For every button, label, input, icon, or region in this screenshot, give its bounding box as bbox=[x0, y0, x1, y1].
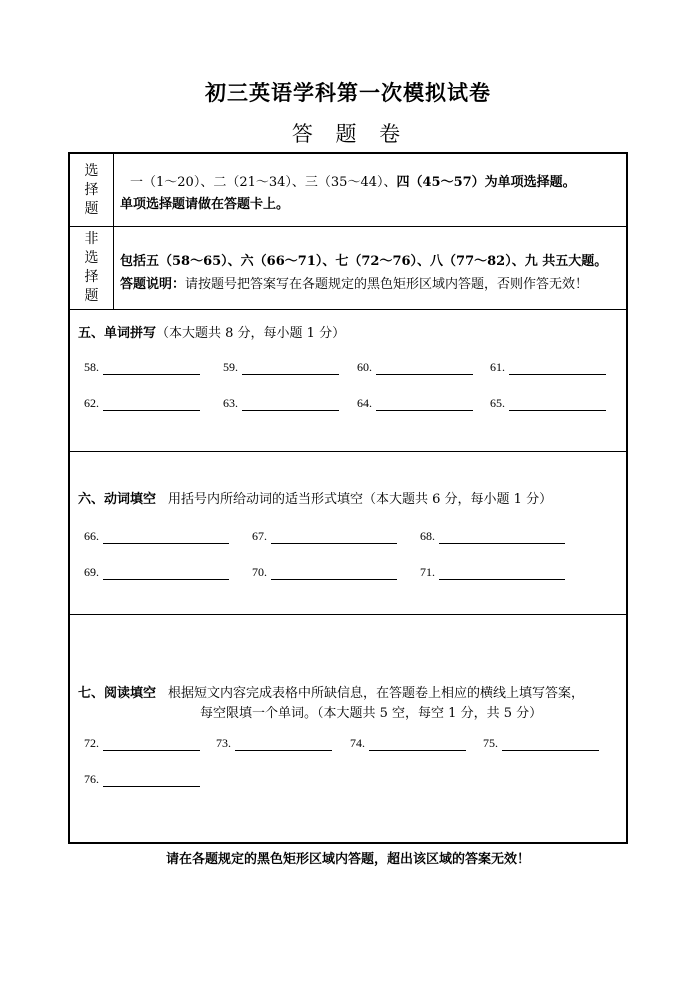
section-6 bbox=[70, 452, 626, 615]
nonchoice-line-1: 包括五（58～65）、六（66～71）、七（72～76）、八（77～82）、九 共五大题。 bbox=[120, 254, 608, 269]
blank-line[interactable] bbox=[103, 565, 229, 580]
section-5-heading-line bbox=[78, 322, 345, 341]
blank-line[interactable] bbox=[509, 396, 606, 411]
nonchoice-line-2-body: 请按题号把答案写在各题规定的黑色矩形区域内答题，否则作答无效！ bbox=[185, 277, 589, 292]
answer-blank-58[interactable] bbox=[84, 360, 200, 375]
answer-blank-69[interactable] bbox=[84, 565, 229, 580]
section-7-note-1: 根据短文内容完成表格中所缺信息，在答题卷上相应的横线上填写答案， bbox=[168, 686, 585, 701]
blank-line[interactable] bbox=[369, 736, 466, 751]
answer-blank-59[interactable] bbox=[223, 360, 339, 375]
answer-blank-70[interactable] bbox=[252, 565, 397, 580]
blank-number: 63. bbox=[223, 396, 238, 410]
blank-number: 60. bbox=[357, 360, 372, 374]
answer-blank-67[interactable] bbox=[252, 529, 397, 544]
label-char: 题 bbox=[84, 200, 99, 217]
blank-number: 71. bbox=[420, 565, 435, 579]
blank-number: 64. bbox=[357, 396, 372, 410]
blank-line[interactable] bbox=[103, 529, 229, 544]
label-char: 非 bbox=[84, 231, 99, 247]
answer-blank-71[interactable] bbox=[420, 565, 565, 580]
answer-sheet bbox=[68, 152, 628, 844]
blank-number: 67. bbox=[252, 529, 267, 543]
choice-line-1-plain: 一（1～20）、二（21～34）、三（35～44）、 bbox=[130, 175, 397, 190]
label-char: 择 bbox=[84, 269, 99, 285]
choice-label bbox=[70, 154, 114, 226]
blank-line[interactable] bbox=[103, 772, 200, 787]
blank-line[interactable] bbox=[509, 360, 606, 375]
section-7 bbox=[70, 615, 626, 842]
nonchoice-row bbox=[70, 227, 626, 310]
section-7-note-2: 每空限填一个单词。（本大题共 5 空，每空 1 分，共 5 分） bbox=[200, 706, 543, 721]
label-char: 择 bbox=[84, 181, 99, 198]
answer-blank-66[interactable] bbox=[84, 529, 229, 544]
section-6-note: 用括号内所给动词的适当形式填空（本大题共 6 分，每小题 1 分） bbox=[168, 492, 553, 507]
blank-line[interactable] bbox=[271, 565, 397, 580]
section-5 bbox=[70, 310, 626, 452]
answer-blank-72[interactable] bbox=[84, 736, 200, 751]
nonchoice-label bbox=[70, 227, 114, 309]
blank-line[interactable] bbox=[271, 529, 397, 544]
blank-number: 73. bbox=[216, 736, 231, 750]
blank-line[interactable] bbox=[242, 396, 339, 411]
blank-number: 76. bbox=[84, 772, 99, 786]
blank-line[interactable] bbox=[103, 736, 200, 751]
answer-blank-60[interactable] bbox=[357, 360, 473, 375]
page-subtitle: 答 题 卷 bbox=[291, 122, 405, 146]
nonchoice-line-2 bbox=[120, 273, 588, 292]
answer-blank-74[interactable] bbox=[350, 736, 466, 751]
section-7-heading-line bbox=[78, 682, 584, 701]
answer-blank-65[interactable] bbox=[490, 396, 606, 411]
section-5-heading: 五、单词拼写 bbox=[78, 326, 157, 341]
blank-number: 69. bbox=[84, 565, 99, 579]
blank-number: 72. bbox=[84, 736, 99, 750]
blank-line[interactable] bbox=[376, 396, 473, 411]
blank-number: 75. bbox=[483, 736, 498, 750]
section-7-heading: 七、阅读填空 bbox=[78, 686, 157, 701]
label-char: 题 bbox=[84, 288, 99, 304]
answer-blank-68[interactable] bbox=[420, 529, 565, 544]
answer-blank-76[interactable] bbox=[84, 772, 200, 787]
blank-number: 59. bbox=[223, 360, 238, 374]
section-5-note: （本大题共 8 分，每小题 1 分） bbox=[156, 326, 346, 341]
section-6-heading: 六、动词填空 bbox=[78, 492, 157, 507]
blank-line[interactable] bbox=[439, 565, 565, 580]
answer-blank-63[interactable] bbox=[223, 396, 339, 411]
label-char: 选 bbox=[84, 162, 99, 179]
label-char: 选 bbox=[84, 250, 99, 266]
blank-number: 66. bbox=[84, 529, 99, 543]
footer-warning: 请在各题规定的黑色矩形区域内答题，超出该区域的答案无效！ bbox=[165, 852, 530, 867]
answer-blank-75[interactable] bbox=[483, 736, 599, 751]
choice-line-1-bold: 四（45～57）为单项选择题。 bbox=[396, 175, 576, 190]
blank-line[interactable] bbox=[502, 736, 599, 751]
blank-number: 65. bbox=[490, 396, 505, 410]
blank-line[interactable] bbox=[103, 360, 200, 375]
blank-number: 74. bbox=[350, 736, 365, 750]
blank-number: 68. bbox=[420, 529, 435, 543]
answer-blank-64[interactable] bbox=[357, 396, 473, 411]
choice-line-1 bbox=[130, 171, 576, 190]
blank-line[interactable] bbox=[103, 396, 200, 411]
blank-number: 62. bbox=[84, 396, 99, 410]
section-6-heading-line bbox=[78, 488, 552, 507]
blank-line[interactable] bbox=[242, 360, 339, 375]
blank-number: 58. bbox=[84, 360, 99, 374]
answer-blank-61[interactable] bbox=[490, 360, 606, 375]
choice-row bbox=[70, 154, 626, 227]
blank-number: 61. bbox=[490, 360, 505, 374]
blank-line[interactable] bbox=[439, 529, 565, 544]
answer-blank-73[interactable] bbox=[216, 736, 332, 751]
blank-line[interactable] bbox=[376, 360, 473, 375]
blank-line[interactable] bbox=[235, 736, 332, 751]
answer-blank-62[interactable] bbox=[84, 396, 200, 411]
page-title: 初三英语学科第一次模拟试卷 bbox=[205, 80, 491, 105]
blank-number: 70. bbox=[252, 565, 267, 579]
nonchoice-line-2-prefix: 答题说明： bbox=[120, 277, 186, 292]
choice-line-2: 单项选择题请做在答题卡上。 bbox=[120, 197, 290, 212]
